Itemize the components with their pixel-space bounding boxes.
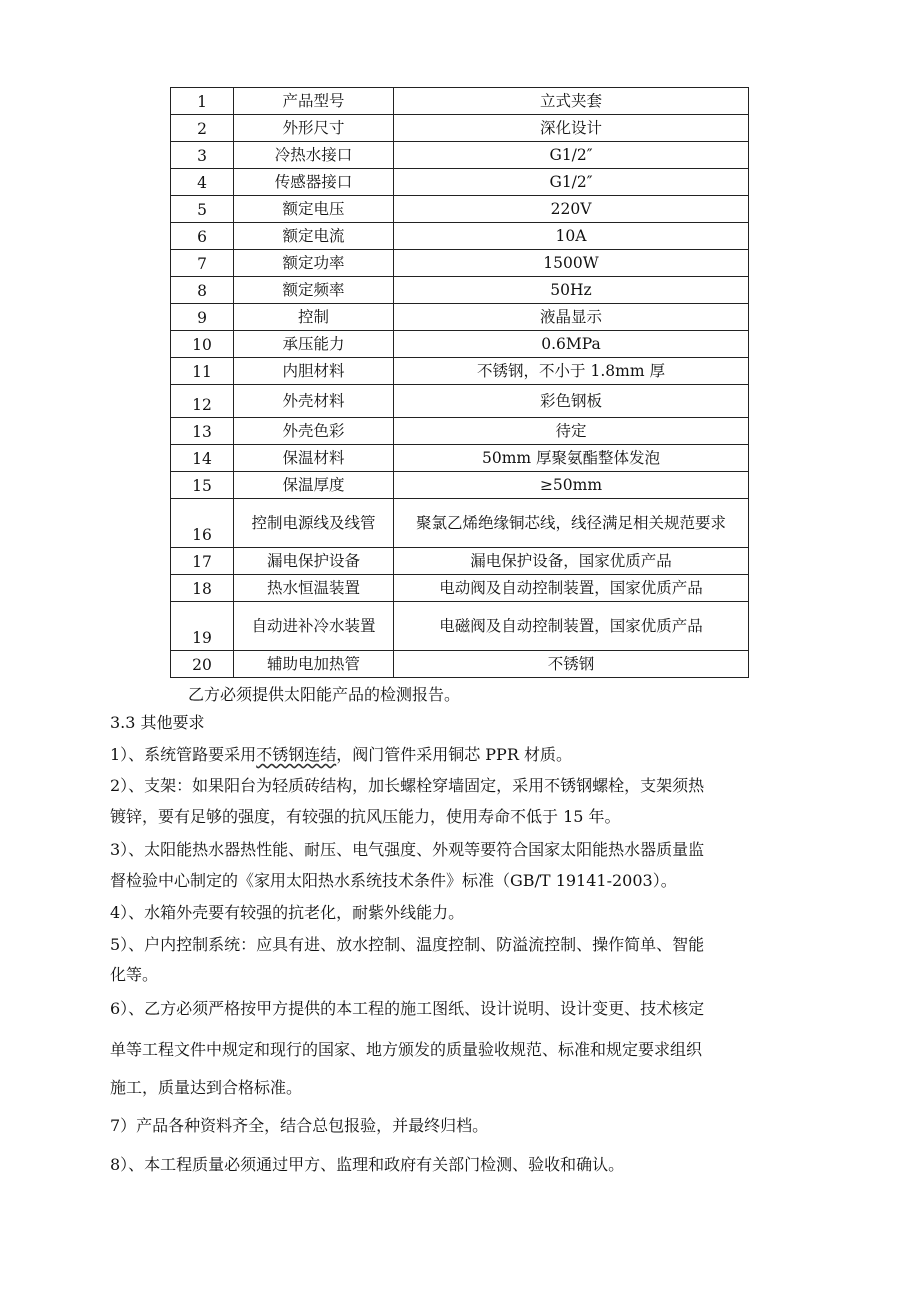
- row-number: 3: [171, 142, 234, 169]
- row-value: 深化设计: [394, 115, 749, 142]
- table-row: [171, 88, 749, 115]
- row-value: 不锈钢: [394, 651, 749, 678]
- row-value: 0.6MPa: [394, 331, 749, 358]
- row-value: 1500W: [394, 250, 749, 277]
- spec-table-body: [171, 88, 749, 678]
- table-row: [171, 602, 749, 651]
- item-3-line-1: 3）、太阳能热水器热性能、耐压、电气强度、外观等要符合国家太阳能热水器质量监: [110, 840, 705, 859]
- row-item: 额定电压: [234, 196, 394, 223]
- table-row: [171, 575, 749, 602]
- table-row: [171, 651, 749, 678]
- table-row: [171, 548, 749, 575]
- row-item: 热水恒温装置: [234, 575, 394, 602]
- row-value: 电动阀及自动控制装置，国家优质产品: [394, 575, 749, 602]
- item-1-text-b: ，阀门管件采用铜芯 PPR 材质。: [336, 745, 572, 764]
- item-5-line-1: 5）、户内控制系统：应具有进、放水控制、温度控制、防溢流控制、操作简单、智能: [110, 935, 705, 954]
- row-item: 额定电流: [234, 223, 394, 250]
- row-item: 漏电保护设备: [234, 548, 394, 575]
- row-number: 15: [171, 472, 234, 499]
- table-row: [171, 331, 749, 358]
- row-value: 50Hz: [394, 277, 749, 304]
- row-value: 220V: [394, 196, 749, 223]
- item-8: 8）、本工程质量必须通过甲方、监理和政府有关部门检测、验收和确认。: [110, 1155, 625, 1174]
- table-row: [171, 142, 749, 169]
- table-row: [171, 250, 749, 277]
- row-number: 18: [171, 575, 234, 602]
- item-1-text-a: 1）、系统管路要采用: [110, 745, 257, 764]
- item-1: [110, 746, 800, 764]
- table-row: [171, 418, 749, 445]
- row-item: 保温材料: [234, 445, 394, 472]
- row-number: 7: [171, 250, 234, 277]
- row-item: 自动进补冷水装置: [234, 602, 394, 651]
- row-value: 待定: [394, 418, 749, 445]
- row-item: 产品型号: [234, 88, 394, 115]
- item-6-line-2: 单等工程文件中规定和现行的国家、地方颁发的质量验收规范、标准和规定要求组织: [110, 1040, 703, 1059]
- table-row: [171, 169, 749, 196]
- row-number: 11: [171, 358, 234, 385]
- table-row: [171, 445, 749, 472]
- row-number: 9: [171, 304, 234, 331]
- row-value: 彩色钢板: [394, 385, 749, 418]
- row-number: 10: [171, 331, 234, 358]
- row-number: 20: [171, 651, 234, 678]
- row-number: 19: [171, 602, 234, 651]
- table-row: [171, 358, 749, 385]
- item-6-line-3: 施工，质量达到合格标准。: [110, 1078, 303, 1097]
- row-value: ≥50mm: [394, 472, 749, 499]
- row-value: 不锈钢，不小于 1.8mm 厚: [394, 358, 749, 385]
- item-2-line-1: 2）、支架：如果阳台为轻质砖结构，加长螺栓穿墙固定，采用不锈钢螺栓，支架须热: [110, 776, 705, 795]
- row-item: 传感器接口: [234, 169, 394, 196]
- table-row: [171, 304, 749, 331]
- row-number: 13: [171, 418, 234, 445]
- row-item: 额定频率: [234, 277, 394, 304]
- row-item: 控制电源线及线管: [234, 499, 394, 548]
- table-row: [171, 223, 749, 250]
- row-item: 内胆材料: [234, 358, 394, 385]
- row-number: 4: [171, 169, 234, 196]
- item-1-marked-text: 不锈钢连结: [256, 745, 337, 764]
- row-item: 外壳色彩: [234, 418, 394, 445]
- item-6-line-1: 6）、乙方必须严格按甲方提供的本工程的施工图纸、设计说明、设计变更、技术核定: [110, 999, 705, 1018]
- row-number: 14: [171, 445, 234, 472]
- row-item: 保温厚度: [234, 472, 394, 499]
- table-row: [171, 196, 749, 223]
- table-row: [171, 385, 749, 418]
- item-4: 4）、水箱外壳要有较强的抗老化，耐紫外线能力。: [110, 903, 465, 922]
- row-value: 聚氯乙烯绝缘铜芯线，线径满足相关规范要求: [394, 499, 749, 548]
- item-7: 7）产品各种资料齐全，结合总包报验，并最终归档。: [110, 1116, 489, 1135]
- row-number: 8: [171, 277, 234, 304]
- table-row: [171, 115, 749, 142]
- row-number: 1: [171, 88, 234, 115]
- item-5-line-2: 化等。: [110, 965, 159, 984]
- row-value: 10A: [394, 223, 749, 250]
- row-item: 外形尺寸: [234, 115, 394, 142]
- table-row: [171, 499, 749, 548]
- row-value: 液晶显示: [394, 304, 749, 331]
- row-value: 50mm 厚聚氨酯整体发泡: [394, 445, 749, 472]
- row-item: 控制: [234, 304, 394, 331]
- row-number: 6: [171, 223, 234, 250]
- item-2-line-2: 镀锌，要有足够的强度，有较强的抗风压能力，使用寿命不低于 15 年。: [110, 807, 621, 826]
- row-value: 立式夹套: [394, 88, 749, 115]
- row-item: 辅助电加热管: [234, 651, 394, 678]
- row-item: 冷热水接口: [234, 142, 394, 169]
- row-number: 17: [171, 548, 234, 575]
- row-number: 12: [171, 385, 234, 418]
- row-value: 电磁阀及自动控制装置，国家优质产品: [394, 602, 749, 651]
- row-value: G1/2″: [394, 142, 749, 169]
- row-value: 漏电保护设备，国家优质产品: [394, 548, 749, 575]
- row-number: 16: [171, 499, 234, 548]
- table-row: [171, 277, 749, 304]
- row-number: 2: [171, 115, 234, 142]
- row-item: 额定功率: [234, 250, 394, 277]
- report-note: 乙方必须提供太阳能产品的检测报告。: [188, 685, 461, 704]
- row-value: G1/2″: [394, 169, 749, 196]
- row-item: 外壳材料: [234, 385, 394, 418]
- section-title: 3.3 其他要求: [110, 713, 205, 732]
- item-3-line-2: 督检验中心制定的《家用太阳热水系统技术条件》标准（GB/T 19141-2003）。: [110, 871, 677, 890]
- spec-table: [170, 87, 749, 678]
- table-row: [171, 472, 749, 499]
- row-item: 承压能力: [234, 331, 394, 358]
- row-number: 5: [171, 196, 234, 223]
